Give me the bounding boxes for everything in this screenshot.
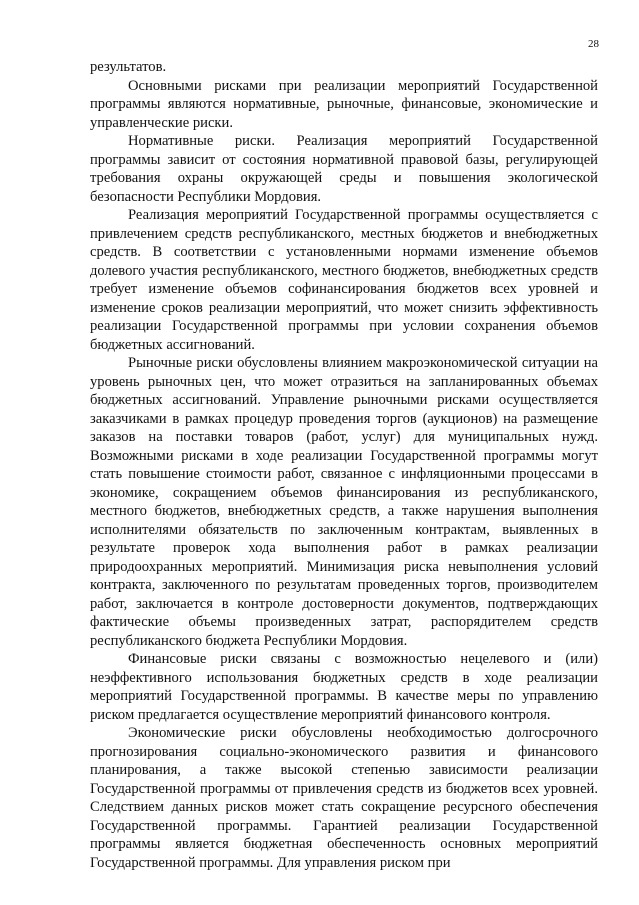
paragraph-economic-risks: Экономические риски обусловлены необходимостью долгосрочного прогнозирования социально-экономического развития и финансового планирования, а также высокой степенью зависимости реализации Государственной программы от привлечения средств из бюджетов всех уровней. Следствием данных рисков может стать сокращение ресурсного обеспечения Государственной программы. Гарантией реализации Государственной программы является бюджетная обеспеченность основных мероприятий Государственной программы. Для управления риском при bbox=[90, 725, 598, 871]
document-body bbox=[90, 58, 598, 872]
paragraph-market-risks: Рыночные риски обусловлены влиянием макроэкономической ситуации на уровень рыночных цен, что может отразиться на запланированных объемах бюджетных ассигнований. Управление рыночными рисками осуществляется заказчиками в рамках процедур проведения торгов (аукционов) на размещение заказов на поставки товаров (работ, услуг) для муниципальных нужд. Возможными рисками в ходе реализации Государственной программы могут стать повышение стоимости работ, связанное с инфляционными процессами в экономике, сокращением объемов финансирования из республиканского, местного бюджетов, внебюджетных средств, а также нарушения выполнения исполнителями обязательств по заключенным контрактам, выявленных в результате проверок хода выполнения работ в рамках реализации природоохранных мероприятий. Минимизация риска невыполнения условий контракта, заключенного по результатам проведенных торгов, производителем работ, заключается в контроле достоверности документов, подтверждающих фактические объемы произведенных затрат, распорядителем средств республиканского бюджета Республики Мордовия. bbox=[90, 355, 598, 649]
page-number: 28 bbox=[588, 38, 599, 50]
paragraph-main-risks: Основными рисками при реализации мероприятий Государственной программы являются нормативные, рыночные, финансовые, экономические и управленческие риски. bbox=[90, 77, 598, 131]
paragraph-normative-risks: Нормативные риски. Реализация мероприятий Государственной программы зависит от состояния нормативной правовой базы, регулирующей требования охраны окружающей среды и повышения экологической безопасности Республики Мордовия. bbox=[90, 133, 598, 205]
paragraph-program-funding: Реализация мероприятий Государственной программы осуществляется с привлечением средств республиканского, местных бюджетов и внебюджетных средств. В соответствии с установленными нормами изменение объемов долевого участия республиканского, местного бюджетов, внебюджетных средств требует изменение объемов софинансирования бюджетов всех уровней и изменение сроков реализации мероприятий, что может снизить эффективность реализации Государственной программы при условии сохранения объемов бюджетных ассигнований. bbox=[90, 207, 598, 353]
paragraph-continuation: результатов. bbox=[90, 59, 167, 75]
paragraph-financial-risks: Финансовые риски связаны с возможностью нецелевого и (или) неэффективного использования бюджетных средств в ходе реализации мероприятий Государственной программы. В качестве меры по управлению риском предлагается осуществление мероприятий финансового контроля. bbox=[90, 651, 598, 723]
